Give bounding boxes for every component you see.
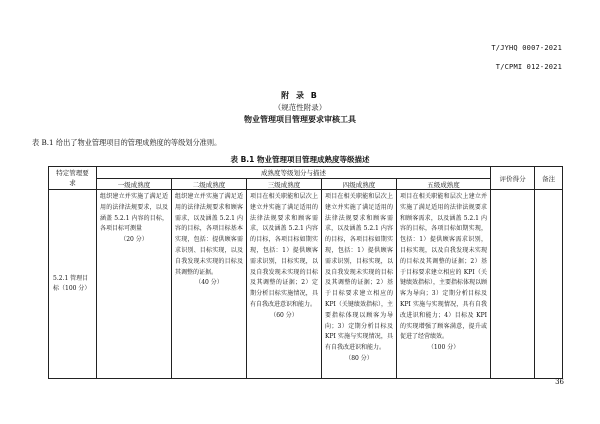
header-level-1: 一级成熟度 xyxy=(97,179,172,190)
table-row xyxy=(49,190,563,379)
header-requirement: 特定管理要求 xyxy=(49,167,97,190)
header-row-2 xyxy=(49,179,563,190)
table-title: 表 B.1 物业管理项目管理成熟度等级描述 xyxy=(230,155,370,164)
level-4-score: （80 分） xyxy=(345,354,373,362)
header-levels-group: 成熟度等级划分与描述 xyxy=(97,167,491,179)
level-5-cell xyxy=(397,190,491,379)
appendix-name: 物业管理项目管理要求审核工具 xyxy=(244,115,356,124)
standard-code-2: T/CPMI 012-2021 xyxy=(495,63,562,71)
header-level-4: 四级成熟度 xyxy=(322,179,397,190)
level-4-cell xyxy=(322,190,397,379)
note-cell xyxy=(535,190,563,379)
level-2-cell xyxy=(172,190,247,379)
level-5-score: （100 分） xyxy=(427,344,460,352)
header-level-3: 三级成熟度 xyxy=(247,179,322,190)
level-2-text: 组织建立并实施了满足适用的法律法规要求和顾客需求，以及涵盖 5.2.1 内容的目标，各项目标基本实现，包括：提供顾客需求识别、目标实现，以及自我发现未实现的目标及其调整的证据。 xyxy=(175,193,243,276)
page-number: 36 xyxy=(555,378,564,386)
level-1-cell xyxy=(97,190,172,379)
level-1-score: （20 分） xyxy=(120,236,148,244)
level-1-text: 组织建立并实施了满足适用的法律法规要求，以及涵盖 5.2.1 内容的目标，各项目标可测量 xyxy=(100,193,168,233)
appendix-title: 附 录 B xyxy=(281,91,319,100)
header-level-2: 二级成熟度 xyxy=(172,179,247,190)
header-note: 备注 xyxy=(535,167,563,190)
level-3-text: 项目在相关职能和层次上建立并实施了满足适用的法律法规要求和顾客需求，以及涵盖 5.2.1 内容的目标，各项目标如期实现，包括：1）提供顾客需求识别，目标实现，以及自我发现未实现的目标及其调整的证据；2）定期分析目标实施情况，具有自我改进意识和能力。 xyxy=(250,193,318,308)
intro-paragraph: 表 B.1 给出了物业管理项目的管理成熟度的等级划分准则。 xyxy=(32,138,222,147)
header-score: 评价得分 xyxy=(491,167,535,190)
level-2-score: （40 分） xyxy=(195,279,223,287)
standard-code-1: T/JYHQ 0007-2021 xyxy=(491,44,562,52)
level-5-text: 项目在相关职能和层次上建立并实施了满足适用的法律法规要求和顾客需求，以及涵盖 5.2.1 内容的目标，各项目标如期实现，包括：1）提供顾客需求识别，目标实现，以及自我发现未实现的目标及其调整的证据；2）基于目标要求建立相应的 KPI（关键绩效指标），主要指标体现以顾客为导向；3）定期分析目标及 KPI 实施与实现情况，具有自我改进识和能力；4）目标及 KPI 的实现增强了顾客满意，提升或促进了经营绩效。 xyxy=(400,193,488,341)
requirement-cell: 5.2.1 管理目标（100 分） xyxy=(49,190,97,379)
appendix-subtitle: （规范性附录） xyxy=(273,103,327,112)
level-4-text: 项目在相关职能和层次上建立并实施了满足适用的法律法规要求和顾客需求，以及涵盖 5.2.1 内容的目标，各项目标如期实现，包括：1）提供顾客需求识别，目标实现，以及自我发现未实现的目标及其调整的证据；2）基于目标要求建立相应的 KPI（关键绩效指标），主要指标体现以顾客为导向；3）定期分析目标及 KPI 实施与实现情况，具有自我改进识和能力。 xyxy=(325,193,393,352)
header-row-1 xyxy=(49,167,563,179)
header-level-5: 五级成熟度 xyxy=(397,179,491,190)
maturity-table xyxy=(48,166,563,379)
level-3-score: （60 分） xyxy=(270,311,298,319)
score-cell xyxy=(491,190,535,379)
level-3-cell xyxy=(247,190,322,379)
